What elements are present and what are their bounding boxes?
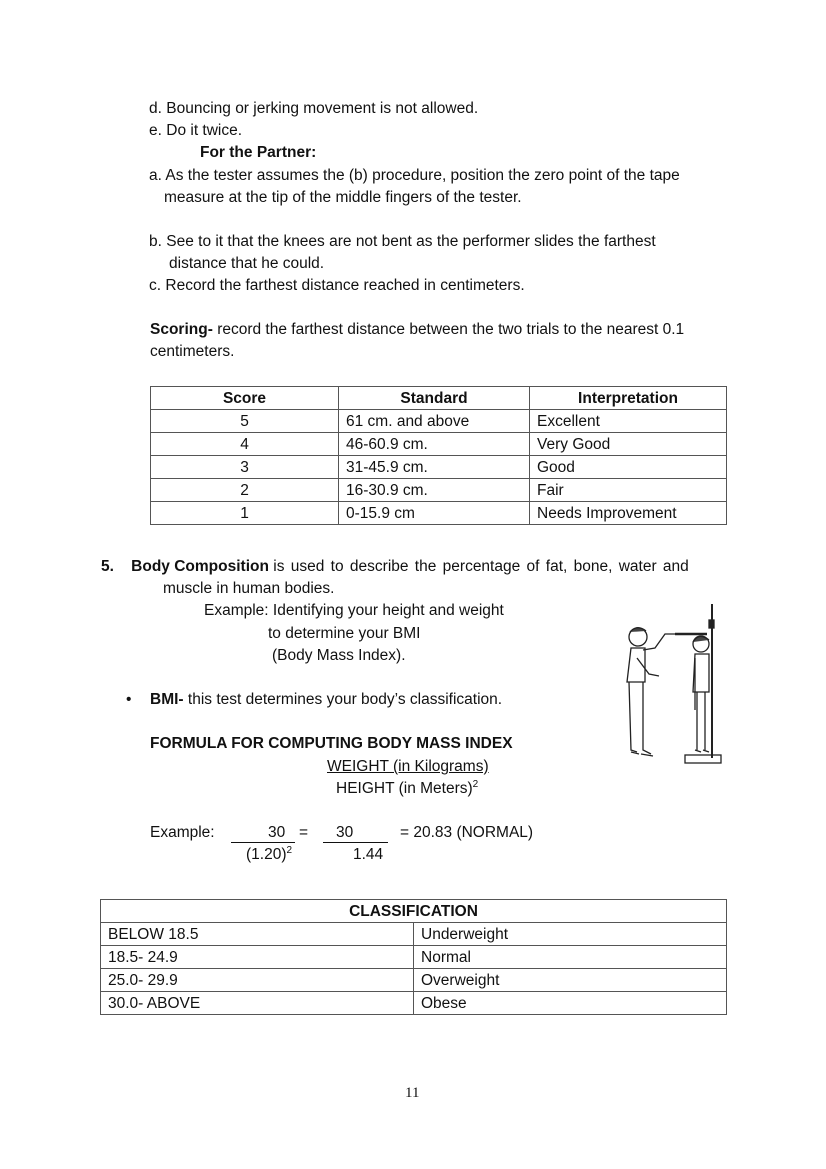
partner-item-a-line2: measure at the tip of the middle fingers of the tester. bbox=[164, 189, 522, 206]
header-standard: Standard bbox=[339, 387, 530, 410]
table-header-row bbox=[101, 900, 727, 923]
item-text: Do it twice. bbox=[166, 122, 243, 139]
standard-cell: 16-30.9 cm. bbox=[339, 479, 530, 502]
table-row bbox=[151, 410, 727, 433]
item-text: As the tester assumes the (b) procedure, position the zero point of the tape bbox=[165, 167, 680, 184]
denominator-exponent: 2 bbox=[472, 779, 479, 790]
denominator-1-text: (1.20) bbox=[246, 846, 287, 863]
score-cell: 5 bbox=[151, 410, 339, 433]
item-label: a. bbox=[149, 167, 162, 184]
table-row bbox=[101, 992, 727, 1015]
classification-table bbox=[100, 899, 727, 1015]
bmi-range-cell: 25.0- 29.9 bbox=[101, 969, 414, 992]
bmi-description bbox=[150, 690, 502, 710]
partner-heading: For the Partner: bbox=[200, 144, 317, 161]
section-title: Body Composition bbox=[131, 558, 269, 575]
formula-denominator bbox=[336, 779, 478, 799]
denominator-1-exponent: 2 bbox=[286, 845, 293, 856]
interpretation-cell: Needs Improvement bbox=[530, 502, 727, 525]
example-denominator-2: 1.44 bbox=[353, 846, 384, 863]
example-line-2: to determine your BMI bbox=[268, 625, 421, 642]
header-score: Score bbox=[151, 387, 339, 410]
partner-item-b bbox=[149, 232, 656, 252]
bmi-label: BMI- bbox=[150, 691, 184, 708]
table-row bbox=[151, 479, 727, 502]
section-number: 5. bbox=[101, 558, 114, 575]
section-text: is used to describe the percentage of fat, bone, water and bbox=[273, 558, 689, 575]
table-row bbox=[151, 456, 727, 479]
bmi-range-cell: 18.5- 24.9 bbox=[101, 946, 414, 969]
table-row bbox=[101, 969, 727, 992]
formula-numerator: WEIGHT (in Kilograms) bbox=[327, 758, 489, 775]
interpretation-cell: Very Good bbox=[530, 433, 727, 456]
example-numerator-2: 30 bbox=[336, 824, 354, 841]
partner-item-c bbox=[149, 276, 525, 296]
item-text: Record the farthest distance reached in centimeters. bbox=[165, 277, 525, 294]
example-equals: = bbox=[299, 824, 309, 841]
table-row bbox=[151, 433, 727, 456]
classification-cell: Normal bbox=[414, 946, 727, 969]
table-row bbox=[151, 502, 727, 525]
bmi-text: this test determines your body’s classification. bbox=[187, 691, 503, 708]
classification-cell: Obese bbox=[414, 992, 727, 1015]
score-table bbox=[150, 386, 727, 525]
standard-cell: 46-60.9 cm. bbox=[339, 433, 530, 456]
partner-item-a bbox=[149, 166, 680, 186]
example-result: = 20.83 (NORMAL) bbox=[400, 824, 534, 841]
score-cell: 3 bbox=[151, 456, 339, 479]
interpretation-cell: Excellent bbox=[530, 410, 727, 433]
scoring-label: Scoring- bbox=[150, 321, 213, 338]
scoring-paragraph bbox=[150, 320, 684, 340]
example-label: Example: bbox=[150, 824, 215, 841]
score-cell: 2 bbox=[151, 479, 339, 502]
standard-cell: 31-45.9 cm. bbox=[339, 456, 530, 479]
classification-cell: Underweight bbox=[414, 923, 727, 946]
classification-cell: Overweight bbox=[414, 969, 727, 992]
example-denominator-1 bbox=[246, 845, 292, 865]
interpretation-cell: Good bbox=[530, 456, 727, 479]
fraction-bar-2 bbox=[323, 842, 388, 843]
denominator-text: HEIGHT (in Meters) bbox=[336, 780, 473, 797]
procedure-item-e bbox=[149, 121, 242, 141]
bmi-range-cell: 30.0- ABOVE bbox=[101, 992, 414, 1015]
score-cell: 1 bbox=[151, 502, 339, 525]
body-composition-paragraph bbox=[101, 557, 727, 577]
classification-header: CLASSIFICATION bbox=[101, 900, 727, 923]
scoring-line2: centimeters. bbox=[150, 343, 235, 360]
person-measuring-height-icon bbox=[615, 600, 725, 770]
height-measuring-illustration bbox=[615, 600, 725, 770]
item-label: e. bbox=[149, 122, 162, 139]
table-row bbox=[101, 923, 727, 946]
body-composition-line2: muscle in human bodies. bbox=[163, 580, 335, 597]
example-numerator-1: 30 bbox=[268, 824, 286, 841]
table-row bbox=[101, 946, 727, 969]
header-interpretation: Interpretation bbox=[530, 387, 727, 410]
item-label: b. bbox=[149, 233, 162, 250]
item-text: Bouncing or jerking movement is not allowed. bbox=[166, 100, 479, 117]
example-line-3: (Body Mass Index). bbox=[272, 647, 406, 664]
partner-item-b-line2: distance that he could. bbox=[169, 255, 325, 272]
scoring-text: record the farthest distance between the two trials to the nearest 0.1 bbox=[217, 321, 685, 338]
procedure-item-d bbox=[149, 99, 478, 119]
interpretation-cell: Fair bbox=[530, 479, 727, 502]
score-cell: 4 bbox=[151, 433, 339, 456]
page-number: 11 bbox=[405, 1085, 420, 1101]
standard-cell: 0-15.9 cm bbox=[339, 502, 530, 525]
bmi-range-cell: BELOW 18.5 bbox=[101, 923, 414, 946]
example-line-1: Example: Identifying your height and weight bbox=[204, 602, 504, 619]
item-label: c. bbox=[149, 277, 162, 294]
item-label: d. bbox=[149, 100, 162, 117]
item-text: See to it that the knees are not bent as the performer slides the farthest bbox=[166, 233, 656, 250]
bmi-bullet: • bbox=[126, 691, 132, 708]
fraction-bar-1 bbox=[231, 842, 295, 843]
table-header-row bbox=[151, 387, 727, 410]
standard-cell: 61 cm. and above bbox=[339, 410, 530, 433]
formula-title: FORMULA FOR COMPUTING BODY MASS INDEX bbox=[150, 735, 513, 752]
